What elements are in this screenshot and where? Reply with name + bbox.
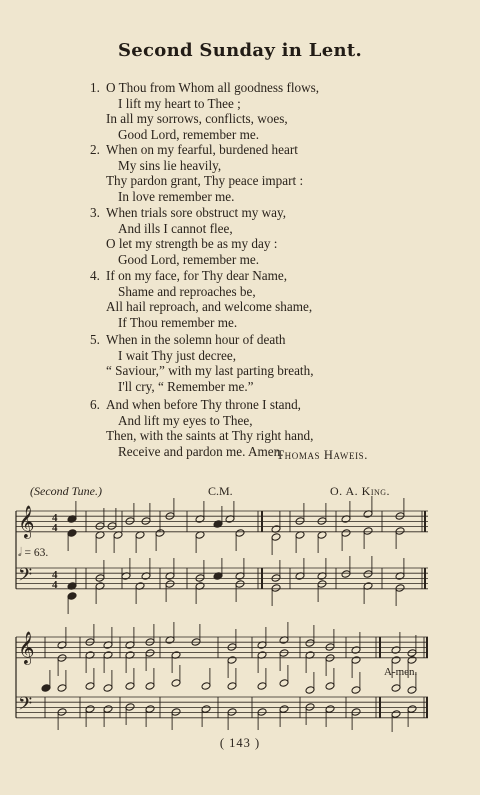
verse-line: When on my fearful, burdened heart (106, 142, 298, 157)
verse-line: In love remember me. (118, 188, 235, 204)
verse-number: 6. (90, 397, 100, 412)
verse-number: 5. (90, 332, 100, 347)
verse-line: Receive and pardon me. Amen. (118, 443, 284, 459)
page-number: ( 143 ) (219, 736, 261, 750)
treble-clef-icon: 𝄞 (18, 631, 35, 664)
verse-line: All hail reproach, and welcome shame, (106, 299, 313, 314)
verse-number: 1. (90, 80, 100, 95)
verse-line: If on my face, for Thy dear Name, (106, 268, 288, 283)
page-title: Second Sunday in Lent. (117, 40, 363, 61)
verse-line: When in the solemn hour of death (106, 332, 286, 347)
verse-line: Good Lord, remember me. (118, 126, 259, 142)
time-signature-den: 4 (52, 579, 58, 591)
treble-clef-icon: 𝄞 (18, 505, 35, 538)
verse-line: And ills I cannot flee, (118, 220, 233, 236)
verse-number: 3. (90, 205, 100, 220)
verse-line: When trials sore obstruct my way, (106, 205, 287, 220)
verse-line: I wait Thy just decree, (118, 347, 237, 363)
tempo-marking: 𝅗𝅥 = 63. (18, 547, 49, 559)
verse-line: Shame and reproaches be, (118, 283, 256, 299)
verse-line: Thy pardon grant, Thy peace impart : (106, 173, 304, 188)
verse-line: I'll cry, “ Remember me.” (118, 378, 254, 394)
tune-meter: C.M. (208, 484, 233, 498)
verse-line: “ Saviour,” with my last parting breath, (106, 363, 314, 378)
verse-line: My sins lie heavily, (118, 157, 222, 173)
verse-line: And lift my eyes to Thee, (118, 412, 253, 428)
amen-lyric: A-men. (384, 666, 418, 678)
tune-composer: O. A. King. (330, 484, 391, 498)
verse-line: O Thou from Whom all goodness flows, (106, 80, 320, 95)
verse-line: If Thou remember me. (118, 314, 238, 330)
bass-clef-icon: 𝄢 (18, 565, 33, 590)
verse-line: In all my sorrows, conflicts, woes, (106, 111, 288, 126)
time-signature-num: 4 (52, 512, 58, 524)
verse-line: And when before Thy throne I stand, (106, 397, 301, 412)
time-signature-num: 4 (52, 569, 58, 581)
verse-line: Then, with the saints at Thy right hand, (106, 428, 314, 443)
verse-number: 2. (90, 142, 100, 157)
tune-label: (Second Tune.) (30, 484, 102, 498)
bass-clef-icon: 𝄢 (18, 694, 33, 719)
time-signature-den: 4 (52, 522, 58, 534)
verse-number: 4. (90, 268, 100, 283)
author-credit: Thomas Haweis. (276, 448, 368, 462)
verse-line: O let my strength be as my day : (106, 236, 278, 251)
verse-line: I lift my heart to Thee ; (118, 95, 241, 111)
verse-line: Good Lord, remember me. (118, 251, 259, 267)
